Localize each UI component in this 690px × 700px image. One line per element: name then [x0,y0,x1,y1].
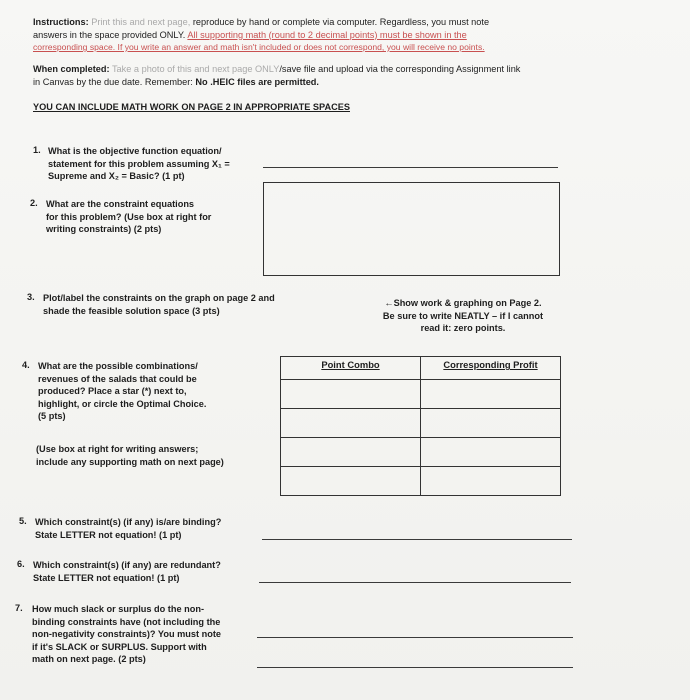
side-note-line: read it: zero points. [420,323,506,334]
instructions-text-1: reproduce by hand or complete via computer. Regardless, you must note [190,17,490,27]
question-7-answer-line-2[interactable] [257,667,573,668]
question-7-line: How much slack or surplus do the non- [32,604,205,614]
instructions-underlined-1: All supporting math (round to 2 decimal points) must be shown in the [187,29,467,40]
question-6-line: State LETTER not equation! (1 pt) [33,572,180,583]
question-5-line: Which constraint(s) (if any) is/are binding? [35,517,222,527]
question-5-number: 5. [19,516,27,526]
when-completed-paragraph [33,63,673,88]
page2-note: YOU CAN INCLUDE MATH WORK ON PAGE 2 IN APPROPRIATE SPACES [33,102,350,112]
corresponding-profit-header: Corresponding Profit [421,357,561,380]
question-7-line: math on next page. (2 pts) [32,654,146,665]
combinations-table [280,356,561,496]
question-5-text [35,516,265,541]
instructions-text-2: answers in the space provided ONLY. [33,29,186,40]
side-note-line: Be sure to write NEATLY – if I cannot [382,310,544,321]
question-4-number: 4. [22,360,30,370]
question-4-note [36,443,266,468]
heic-warning: No .HEIC files are permitted. [195,76,319,87]
question-1-answer-line[interactable] [263,167,558,168]
question-1-line: Supreme and X₂ = Basic? (1 pt) [48,171,185,182]
question-4-line: What are the possible combinations/ [38,361,198,371]
question-7-line: non-negativity constraints)? You must note [32,629,222,640]
question-5-answer-line[interactable] [262,539,572,540]
question-7-number: 7. [15,603,23,613]
question-3-number: 3. [27,292,35,302]
question-2-text [46,198,256,236]
question-4-text [38,360,258,423]
question-4-line: (5 pts) [38,411,66,422]
question-2-line: What are the constraint equations [46,199,195,209]
question-7-answer-line-1[interactable] [257,637,573,638]
instructions-underlined-2: corresponding space. If you write an answer and math isn't included or does not correspond, you will receive no points. [33,42,485,52]
question-4-note-line: (Use box at right for writing answers; [36,444,199,454]
table-cell[interactable] [421,409,561,438]
when-completed-text-1: /save file and upload via the corresponding Assignment link [279,64,521,74]
question-4-line: revenues of the salads that could be [38,373,197,384]
table-row [281,380,561,409]
question-3-line: Plot/label the constraints on the graph on page 2 and [43,293,275,303]
instructions-faded-text: Print this and next page, [91,17,191,27]
table-cell[interactable] [421,380,561,409]
question-1-number: 1. [33,145,41,155]
question-6-text [33,559,263,584]
when-completed-text-2: in Canvas by the due date. Remember: [33,76,193,87]
question-4-line: produced? Place a star (*) next to, [38,386,187,397]
point-combo-header: Point Combo [281,357,421,380]
table-cell[interactable] [281,438,421,467]
question-1-line: statement for this problem assuming X₁ = [48,158,230,169]
instructions-label: Instructions: [33,17,89,27]
table-row [281,467,561,496]
when-completed-label: When completed: [33,64,110,74]
question-3-line: shade the feasible solution space (3 pts) [43,305,220,316]
side-note-line: ←Show work & graphing on Page 2. [384,298,542,308]
question-2-line: writing constraints) (2 pts) [46,224,162,235]
table-row [281,438,561,467]
question-2-line: for this problem? (Use box at right for [46,211,212,222]
question-2-number: 2. [30,198,38,208]
table-header-row [281,357,561,380]
question-1-line: What is the objective function equation/ [48,146,222,156]
table-row [281,409,561,438]
table-cell[interactable] [281,467,421,496]
when-completed-faded-text: Take a photo of this and next page ONLY [111,64,280,74]
question-4-line: highlight, or circle the Optimal Choice. [38,398,207,409]
question-3-side-note [368,297,558,335]
question-7-line: if it's SLACK or SURPLUS. Support with [32,641,207,652]
question-6-number: 6. [17,559,25,569]
question-6-line: Which constraint(s) (if any) are redundant? [33,560,221,570]
question-3-text [43,292,313,317]
question-4-note-line: include any supporting math on next page) [36,456,224,467]
table-cell[interactable] [281,380,421,409]
table-cell[interactable] [421,438,561,467]
question-7-line: binding constraints have (not including the [32,616,221,627]
question-6-answer-line[interactable] [259,582,571,583]
instructions-paragraph [33,16,673,54]
table-cell[interactable] [421,467,561,496]
question-7-text [32,603,257,666]
question-1-text [48,145,258,183]
table-cell[interactable] [281,409,421,438]
question-5-line: State LETTER not equation! (1 pt) [35,529,182,540]
constraints-answer-box[interactable] [263,182,560,276]
